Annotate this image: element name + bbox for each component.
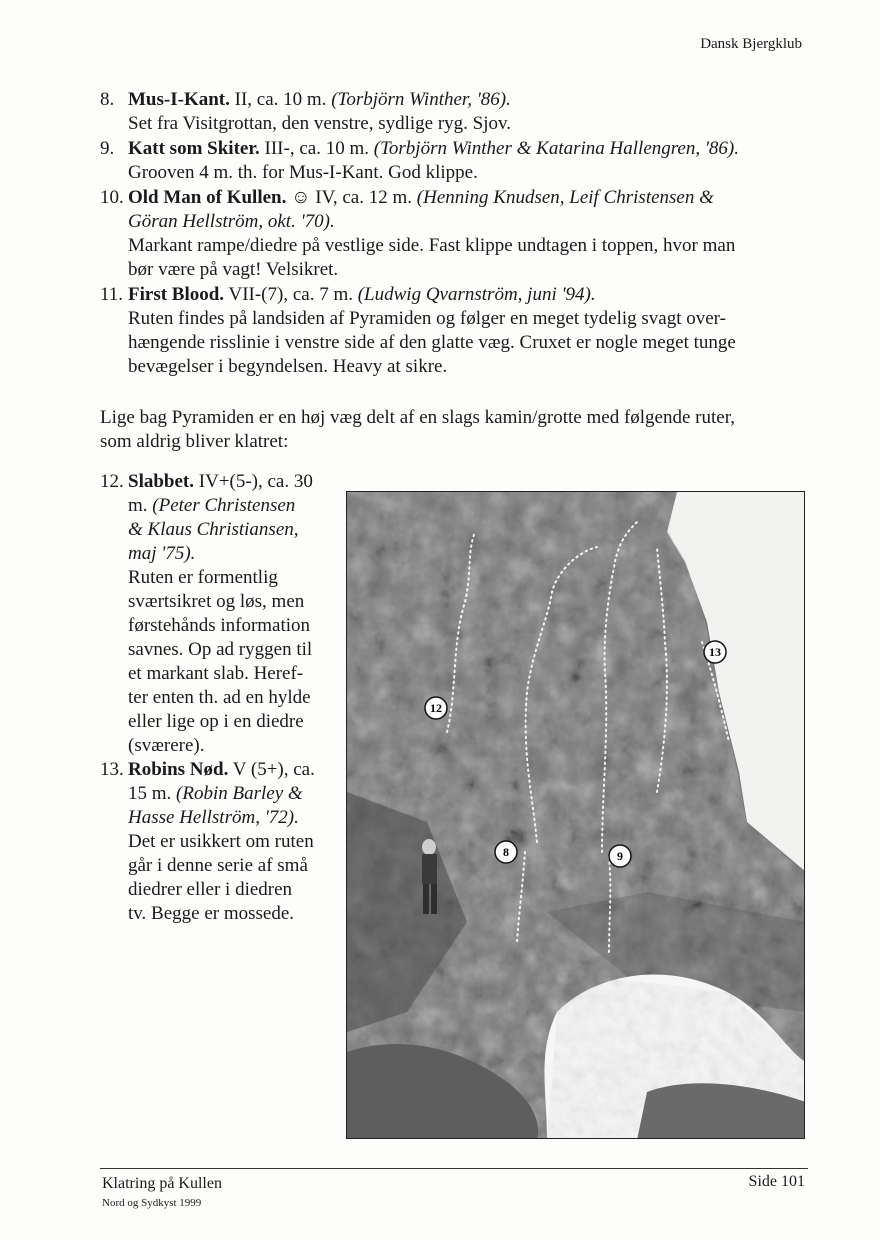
route-grade: V (5+), ca.: [228, 759, 315, 780]
route-length: m.: [128, 495, 153, 516]
route-authors: (Henning Knudsen, Leif Christensen &: [416, 187, 714, 208]
route-name: Robins Nød.: [128, 759, 229, 780]
intro-line: Lige bag Pyramiden er en høj væg delt af en slags kamin/grotte med følgende ruter,: [100, 407, 736, 428]
route-description: sværtsikret og løs, men: [128, 591, 305, 612]
route-11: [100, 283, 790, 379]
route-description: savnes. Op ad ryggen til: [128, 639, 313, 660]
intro-line: som aldrig bliver klatret:: [100, 431, 289, 452]
route-marker-label: 12: [430, 701, 442, 715]
route-description-cont: bør være på vagt! Velsikret.: [128, 259, 339, 280]
route-description-cont: bevægelser i begyndelsen. Heavy at sikre.: [128, 356, 448, 377]
page-number: Side 101: [748, 1173, 805, 1190]
route-9: [100, 137, 790, 185]
route-grade: IV+(5-), ca. 30: [194, 471, 313, 492]
route-authors: (Ludwig Qvarnström, juni '94).: [357, 284, 596, 305]
route-description: diedrer eller i diedren: [128, 879, 293, 900]
route-name: Mus-I-Kant.: [128, 89, 230, 110]
route-marker-label: 9: [617, 849, 623, 863]
header-org: Dansk Bjergklub: [700, 36, 802, 52]
route-marker-label: 13: [709, 645, 721, 659]
route-authors-cont: maj '75).: [128, 543, 196, 564]
route-10: [100, 186, 790, 282]
route-description: tv. Begge er mossede.: [128, 903, 295, 924]
route-number: 8.: [100, 89, 115, 110]
intro-paragraph: [100, 406, 800, 454]
route-marker-13: [704, 641, 726, 663]
route-authors: (Peter Christensen: [152, 495, 296, 516]
route-grade: VII-(7), ca. 7 m.: [224, 284, 358, 305]
route-number: 12.: [100, 471, 124, 492]
route-name: Slabbet.: [128, 471, 194, 492]
cliff-photo: [346, 491, 805, 1139]
route-13: [100, 758, 340, 926]
route-description: Set fra Visitgrottan, den venstre, sydlige ryg. Sjov.: [128, 113, 512, 134]
route-authors-cont: Göran Hellström, okt. '70).: [128, 211, 335, 232]
footer-divider: [100, 1168, 808, 1169]
route-description: førstehånds information: [128, 615, 311, 636]
route-8: [100, 88, 790, 136]
route-name: First Blood.: [128, 284, 225, 305]
route-marker-12: [425, 697, 447, 719]
left-column: [100, 470, 340, 926]
route-description: Det er usikkert om ruten: [128, 831, 314, 852]
route-12: [100, 470, 340, 758]
footer-title: Klatring på Kullen: [102, 1175, 222, 1192]
route-grade: ☺ IV, ca. 12 m.: [286, 187, 417, 208]
route-description: Ruten er formentlig: [128, 567, 278, 588]
route-name: Katt som Skiter.: [128, 138, 260, 159]
route-description: Markant rampe/diedre på vestlige side. Fast klippe undtagen i toppen, hvor man: [128, 235, 736, 256]
route-description: Grooven 4 m. th. for Mus-I-Kant. God klippe.: [128, 162, 478, 183]
route-number: 11.: [100, 284, 124, 305]
route-description: ter enten th. ad en hylde: [128, 687, 311, 708]
route-name: Old Man of Kullen.: [128, 187, 287, 208]
route-description: et markant slab. Heref-: [128, 663, 304, 684]
route-grade: III-, ca. 10 m.: [259, 138, 374, 159]
route-description: (sværere).: [128, 735, 205, 756]
route-description: går i denne serie af små: [128, 855, 308, 876]
route-number: 9.: [100, 138, 115, 159]
route-marker-label: 8: [503, 845, 509, 859]
route-marker-8: [495, 841, 517, 863]
footer-subtitle: Nord og Sydkyst 1999: [102, 1197, 202, 1209]
route-authors: (Robin Barley &: [176, 783, 303, 804]
route-authors-cont: & Klaus Christiansen,: [128, 519, 299, 540]
route-description: Ruten findes på landsiden af Pyramiden og følger en meget tydelig svagt over-: [128, 308, 726, 329]
route-number: 13.: [100, 759, 124, 780]
route-number: 10.: [100, 187, 124, 208]
route-description: eller lige op i en diedre: [128, 711, 304, 732]
route-length: 15 m.: [128, 783, 177, 804]
route-authors: (Torbjörn Winther & Katarina Hallengren, '86).: [373, 138, 740, 159]
route-authors-cont: Hasse Hellström, '72).: [128, 807, 299, 828]
route-description-cont: hængende risslinie i venstre side af den glatte væg. Cruxet er nogle meget tunge: [128, 332, 736, 353]
route-marker-9: [609, 845, 631, 867]
route-authors: (Torbjörn Winther, '86).: [331, 89, 511, 110]
route-grade: II, ca. 10 m.: [229, 89, 332, 110]
cliff-photo-drawing: [347, 492, 805, 1139]
